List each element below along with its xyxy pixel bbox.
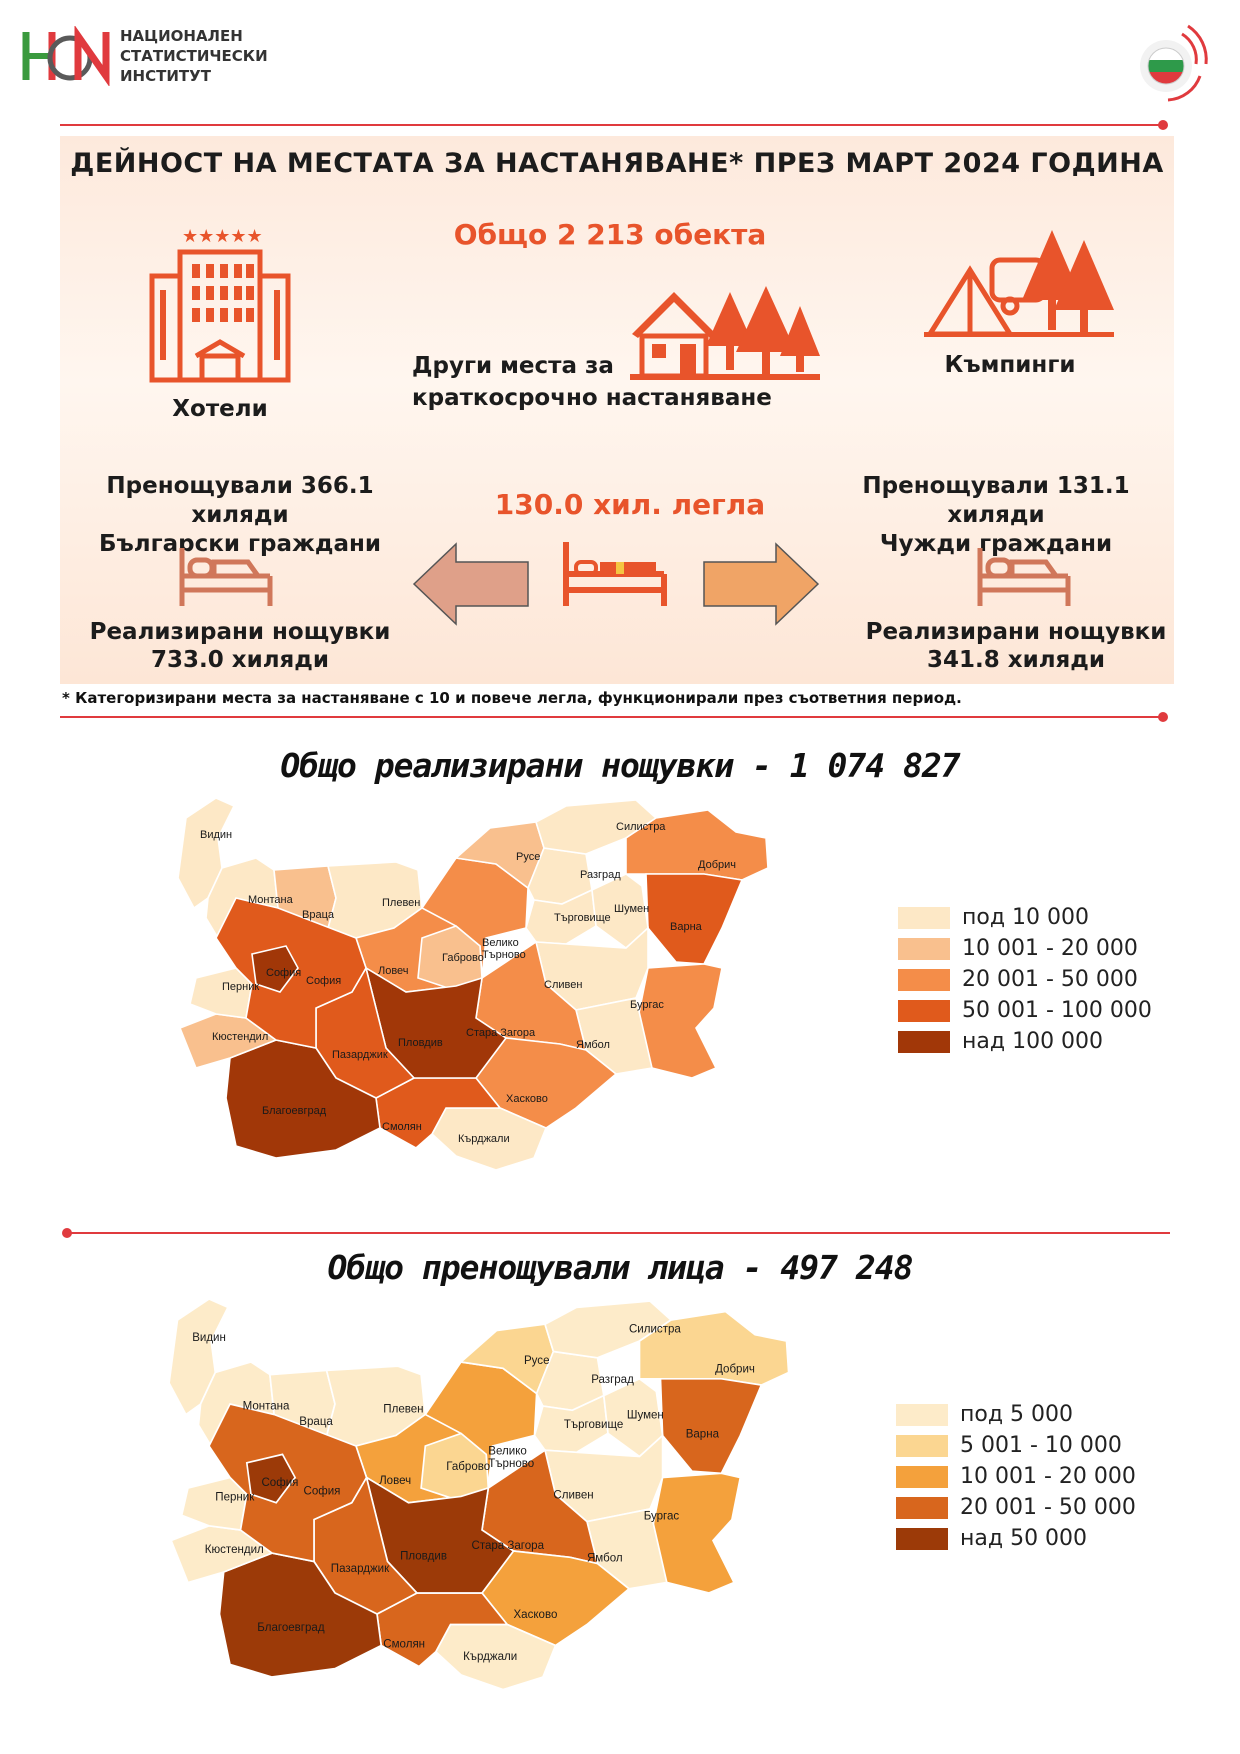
region-label-Варна: Варна	[685, 1428, 720, 1441]
region-label-Шумен: Шумен	[626, 1409, 664, 1422]
map1-legend-row	[898, 995, 1152, 1026]
footnote: * Категоризирани места за настаняване с 10 и повече легла, функционирали през съответния период.	[62, 689, 962, 707]
other-places-label	[412, 350, 772, 414]
map1-legend-row	[898, 1026, 1152, 1057]
map1-legend-row	[898, 964, 1152, 995]
region-label-Благоевград: Благоевград	[262, 1105, 327, 1117]
map2-legend-swatch	[896, 1528, 948, 1550]
region-label-Плевен: Плевен	[382, 897, 421, 909]
region-label-Велико Търново: Велико Търново	[482, 937, 526, 961]
bulgarian-guests-line1: Пренощували 366.1 хиляди	[106, 473, 374, 528]
divider-middle-dot	[1158, 712, 1168, 722]
bulgarian-nights-line1: Реализирани нощувки	[89, 619, 391, 645]
region-label-Стара Загора: Стара Загора	[466, 1027, 536, 1039]
map2-legend-row	[896, 1430, 1136, 1461]
region-label-София (столица): София	[261, 1476, 299, 1489]
region-label-Пловдив: Пловдив	[400, 1550, 447, 1563]
map2-legend-label: 10 001 - 20 000	[960, 1464, 1136, 1489]
map2-legend-label: под 5 000	[960, 1402, 1074, 1427]
region-label-Пазарджик: Пазарджик	[330, 1563, 390, 1575]
region-label-Монтана: Монтана	[248, 894, 293, 906]
org-name-line1: НАЦИОНАЛЕН	[120, 27, 243, 45]
map1-legend-label: 50 001 - 100 000	[962, 998, 1152, 1023]
region-label-Варна: Варна	[670, 921, 702, 933]
region-label-Плевен: Плевен	[383, 1403, 424, 1416]
map2-legend-label: над 50 000	[960, 1526, 1088, 1551]
foreign-guests-line1: Пренощували 131.1 хиляди	[862, 473, 1130, 528]
region-label-Враца: Враца	[299, 1416, 333, 1428]
divider-middle	[60, 716, 1164, 718]
region-label-Русе: Русе	[524, 1355, 550, 1368]
region-label-Хасково: Хасково	[506, 1093, 548, 1105]
region-label-Кърджали: Кърджали	[458, 1133, 510, 1145]
map2-legend-swatch	[896, 1404, 948, 1426]
region-label-Търговище: Търговище	[563, 1419, 624, 1432]
map1-legend-row	[898, 933, 1152, 964]
region-label-Видин: Видин	[192, 1332, 226, 1344]
foreign-nights-line1: Реализирани нощувки	[865, 619, 1167, 645]
region-label-Силистра: Силистра	[616, 821, 666, 833]
map2-guests	[130, 1268, 850, 1738]
region-label-Стара Загора: Стара Загора	[471, 1539, 544, 1552]
region-label-София (столица): София	[266, 967, 302, 979]
map2-legend-row	[896, 1492, 1136, 1523]
region-label-Пловдив: Пловдив	[398, 1037, 443, 1049]
left-arrow-icon	[412, 542, 530, 626]
region-label-Шумен: Шумен	[614, 903, 650, 915]
foreign-nights-line2: 341.8 хиляди	[926, 647, 1105, 673]
map2-legend-swatch	[896, 1466, 948, 1488]
region-label-София: София	[306, 975, 342, 987]
region-label-Хасково: Хасково	[513, 1609, 558, 1622]
map1-legend-swatch	[898, 1000, 950, 1022]
map1-legend-label: 20 001 - 50 000	[962, 967, 1138, 992]
map1-legend	[898, 902, 1152, 1057]
region-label-Разград: Разград	[591, 1374, 634, 1386]
divider-top-dot	[1158, 120, 1168, 130]
bed-icon-foreign	[976, 546, 1072, 608]
hotel-icon	[146, 226, 296, 386]
region-label-Пазарджик: Пазарджик	[332, 1049, 388, 1061]
divider-top	[60, 124, 1164, 126]
region-label-Перник: Перник	[222, 981, 260, 993]
map2-legend-label: 20 001 - 50 000	[960, 1495, 1136, 1520]
foreign-guests-line2: Чужди граждани	[879, 531, 1113, 557]
right-arrow-icon	[702, 542, 820, 626]
region-label-Смолян: Смолян	[382, 1121, 422, 1133]
region-label-Ловеч: Ловеч	[378, 965, 409, 977]
bulgarian-nights-line2: 733.0 хиляди	[150, 647, 329, 673]
region-label-Велико Търново: Велико Търново	[488, 1445, 535, 1470]
hotels-label: Хотели	[172, 396, 268, 422]
region-label-Видин: Видин	[200, 829, 233, 841]
region-label-Сливен: Сливен	[544, 979, 583, 991]
region-Варна	[661, 1379, 762, 1474]
region-label-Благоевград: Благоевград	[257, 1621, 325, 1634]
map1-legend-row	[898, 902, 1152, 933]
region-label-Перник: Перник	[215, 1491, 255, 1504]
svg-text:★★★★★: ★★★★★	[182, 226, 263, 246]
bed-icon-bulgarian	[178, 546, 274, 608]
region-label-София: София	[303, 1485, 341, 1498]
map2-legend	[896, 1399, 1136, 1554]
region-label-Русе: Русе	[516, 851, 541, 863]
map1-legend-label: над 100 000	[962, 1029, 1104, 1054]
map1-legend-swatch	[898, 969, 950, 991]
nsi-logo-icon	[22, 26, 114, 86]
region-label-Габрово: Габрово	[442, 952, 484, 964]
region-label-Ямбол: Ямбол	[587, 1552, 623, 1565]
map2-legend-swatch	[896, 1497, 948, 1519]
map2-legend-row	[896, 1399, 1136, 1430]
region-label-Ямбол: Ямбол	[576, 1039, 610, 1051]
region-label-Враца: Враца	[302, 909, 334, 921]
region-label-Разград: Разград	[580, 869, 621, 881]
region-label-Кърджали: Кърджали	[463, 1651, 518, 1664]
campings-label: Къмпинги	[944, 352, 1076, 378]
page-title: ДЕЙНОСТ НА МЕСТАТА ЗА НАСТАНЯВАНЕ* ПРЕЗ МАРТ 2024 ГОДИНА	[70, 148, 1164, 179]
region-label-Ловеч: Ловеч	[379, 1474, 412, 1487]
region-label-Добрич: Добрич	[715, 1363, 755, 1376]
region-label-Добрич: Добрич	[698, 859, 736, 871]
foreign-nights	[856, 618, 1176, 674]
divider-lower-dot	[62, 1228, 72, 1238]
bed-icon-center	[562, 540, 668, 608]
region-label-Сливен: Сливен	[553, 1489, 594, 1502]
org-name	[120, 26, 268, 86]
map1-legend-swatch	[898, 907, 950, 929]
region-label-Габрово: Габрово	[446, 1461, 491, 1474]
region-label-Силистра: Силистра	[629, 1323, 681, 1336]
bulgarian-flag-icon	[1128, 20, 1212, 104]
region-label-Кюстендил: Кюстендил	[204, 1544, 264, 1557]
map1-title: Общо реализирани нощувки - 1 074 827	[280, 746, 960, 785]
region-label-Кюстендил: Кюстендил	[212, 1031, 269, 1043]
region-label-Бургас: Бургас	[630, 999, 664, 1011]
map1-nights	[140, 768, 840, 1208]
map2-legend-row	[896, 1461, 1136, 1492]
other-places-line2: краткосрочно настаняване	[412, 385, 772, 411]
map2-title: Общо пренощували лица - 497 248	[327, 1248, 913, 1287]
divider-lower	[66, 1232, 1170, 1234]
map1-legend-label: 10 001 - 20 000	[962, 936, 1138, 961]
total-objects: Общо 2 213 обекта	[453, 218, 767, 251]
map1-legend-swatch	[898, 938, 950, 960]
region-label-Монтана: Монтана	[242, 1400, 290, 1413]
org-name-line3: ИНСТИТУТ	[120, 67, 211, 85]
map2-legend-swatch	[896, 1435, 948, 1457]
org-name-line2: СТАТИСТИЧЕСКИ	[120, 47, 268, 65]
beds-total: 130.0 хил. легла	[494, 488, 766, 521]
region-label-Бургас: Бургас	[643, 1510, 680, 1523]
region-Варна	[646, 874, 742, 964]
bulgarian-guests-line2: Български граждани	[98, 531, 382, 557]
region-label-Търговище: Търговище	[554, 912, 611, 924]
map2-legend-row	[896, 1523, 1136, 1554]
map2-legend-label: 5 001 - 10 000	[960, 1433, 1122, 1458]
map1-legend-label: под 10 000	[962, 905, 1090, 930]
region-label-Смолян: Смолян	[383, 1638, 426, 1651]
map1-legend-swatch	[898, 1031, 950, 1053]
camping-icon	[924, 230, 1114, 340]
other-places-line1: Други места за	[412, 353, 614, 379]
bulgarian-nights	[80, 618, 400, 674]
